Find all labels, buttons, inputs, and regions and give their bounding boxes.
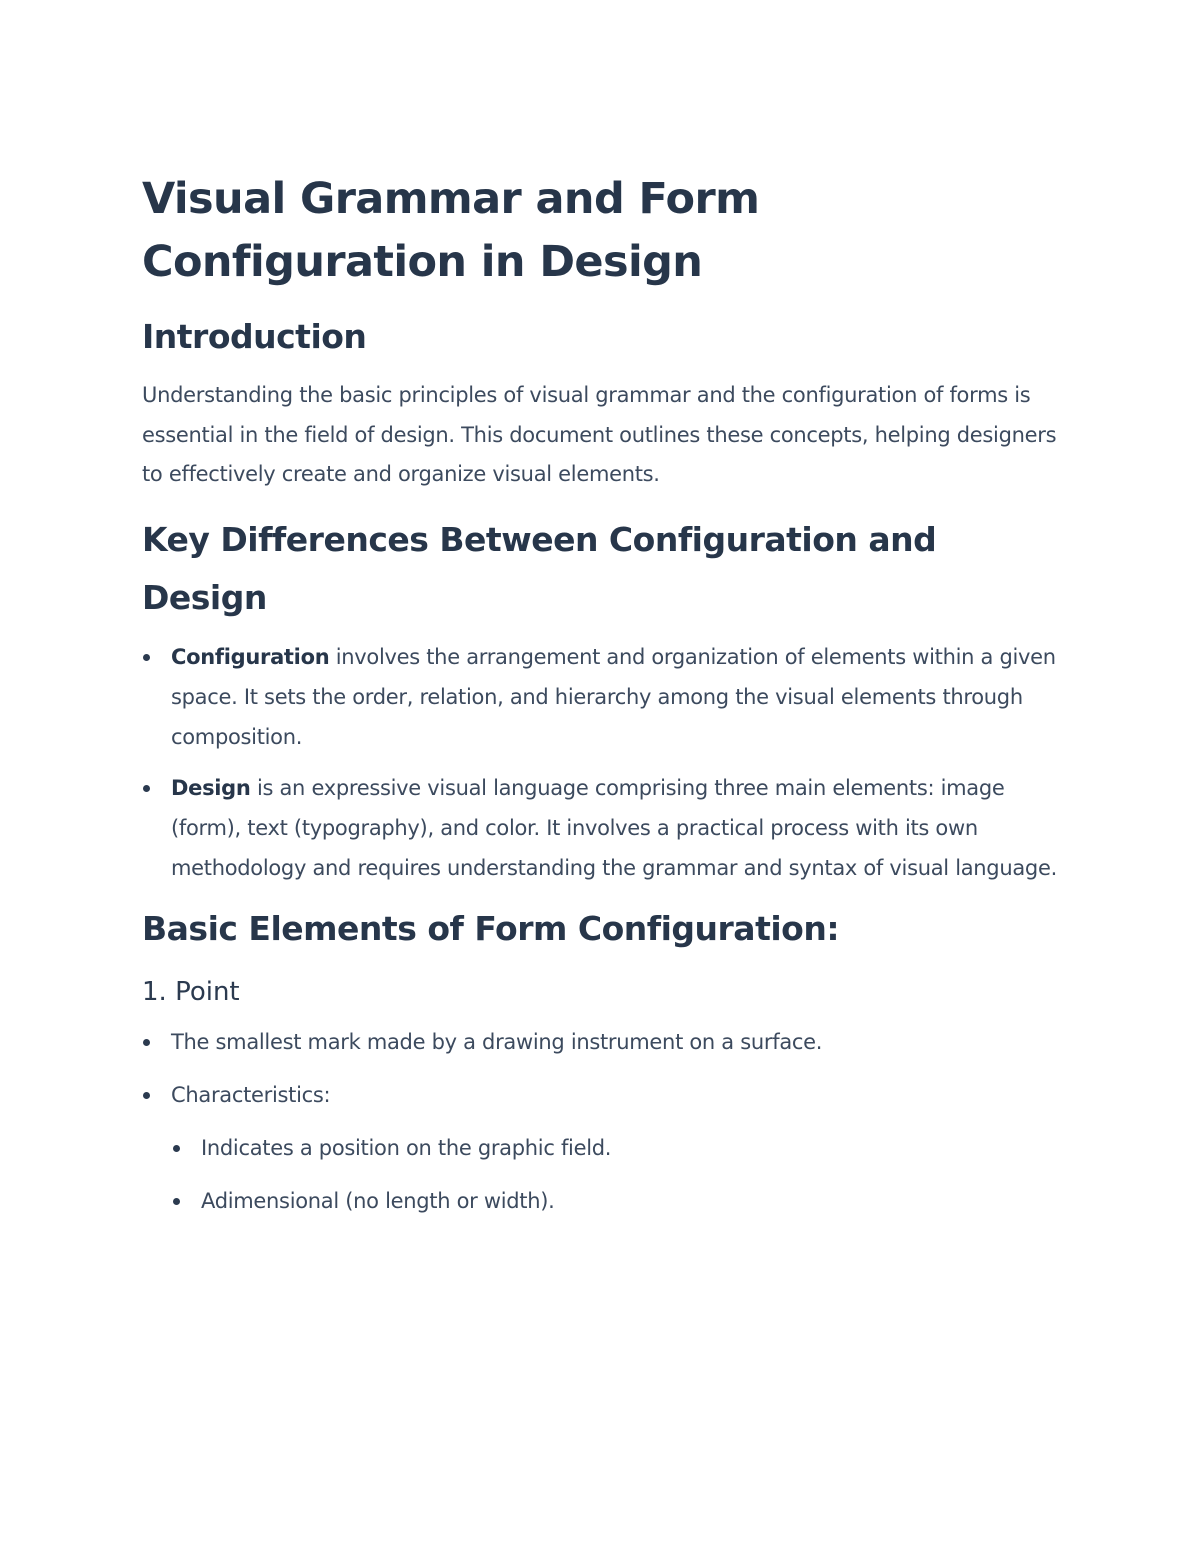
list-item-text: involves the arrangement and organization of elements within a given space. It sets the order, relation, and hierarchy among the visual elements through composition. — [171, 644, 1056, 749]
section-heading-basic-elements: Basic Elements of Form Configuration: — [142, 908, 840, 948]
document-title: Visual Grammar and Form Configuration in Design — [142, 174, 760, 287]
list-item — [142, 768, 1062, 888]
list-item — [142, 1022, 1062, 1062]
point-list — [142, 1022, 1062, 1221]
section-heading-introduction: Introduction — [142, 317, 367, 356]
bullet-icon — [143, 1039, 150, 1046]
sub-list-item — [142, 1128, 1062, 1168]
list-item-text: Adimensional (no length or width). — [201, 1188, 555, 1213]
differences-list — [142, 637, 1062, 888]
intro-paragraph: Understanding the basic principles of visual grammar and the configuration of forms is essential in the field of design. This document outlines these concepts, helping designers to effectively create and organize visual elements. — [142, 383, 1057, 486]
list-item-text: The smallest mark made by a drawing instrument on a surface. — [171, 1029, 823, 1054]
list-item — [142, 637, 1062, 757]
sub-list-item — [142, 1181, 1062, 1221]
section-heading-differences: Key Differences Between Configuration and Design — [142, 519, 937, 617]
list-item — [142, 1075, 1062, 1115]
list-item-text: Indicates a position on the graphic field. — [201, 1135, 612, 1160]
subsection-heading-point: 1. Point — [142, 976, 240, 1007]
bullet-icon — [143, 1092, 150, 1099]
term-design: Design — [171, 775, 251, 800]
list-item-text: Characteristics: — [171, 1082, 331, 1107]
bullet-icon — [143, 785, 150, 792]
bullet-icon — [143, 654, 150, 661]
document-page — [142, 168, 1062, 1221]
list-item-text: is an expressive visual language comprising three main elements: image (form), text (typography), and color. It involves a practical process with its own methodology and requires understanding the grammar and syntax of visual language. — [171, 775, 1057, 880]
term-configuration: Configuration — [171, 644, 330, 669]
bullet-icon — [173, 1198, 180, 1205]
bullet-icon — [173, 1145, 180, 1152]
